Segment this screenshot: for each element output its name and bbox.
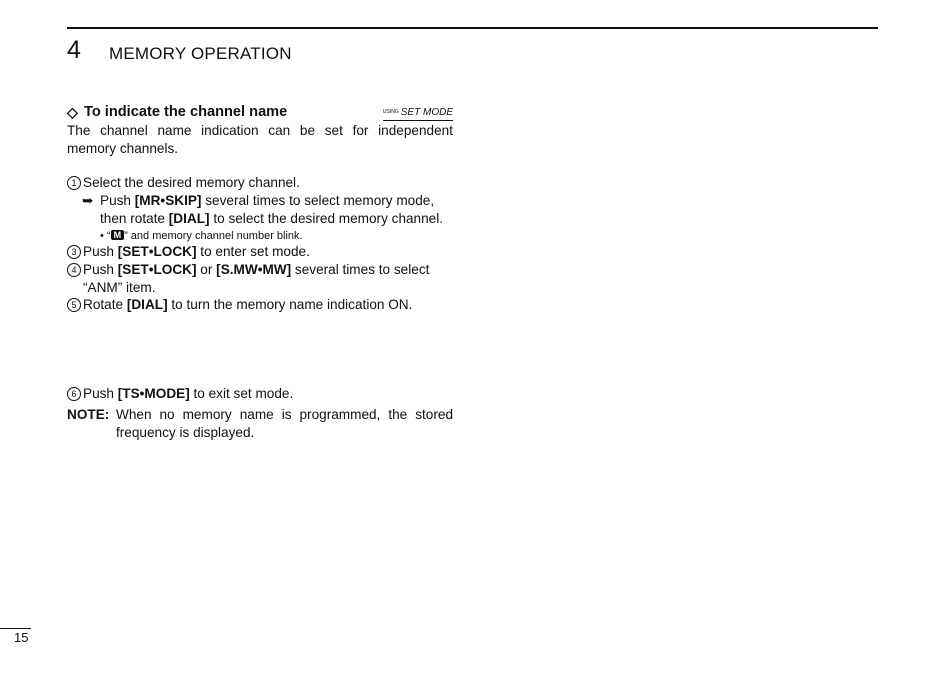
set-lock-key: [SET•LOCK] — [117, 244, 197, 259]
step-4 — [67, 261, 453, 296]
section-title: To indicate the channel name — [84, 104, 288, 120]
step-6-text: to exit set mode. — [189, 386, 294, 401]
step-3-text: Push — [83, 244, 118, 259]
substep-line-2 — [82, 210, 453, 228]
step-5-text: Rotate — [83, 297, 127, 312]
note-body — [116, 406, 453, 441]
footer-rule — [0, 628, 31, 629]
arrow-icon: ➥ — [82, 193, 94, 208]
step-4-line-2: “ANM” item. — [83, 279, 156, 295]
blink-note-text: • “ — [100, 230, 111, 242]
note-line-2: frequency is displayed. — [116, 424, 255, 440]
intro-line-1: The channel name indication can be set for independent — [67, 123, 453, 138]
step-number-1: 1 — [67, 176, 81, 190]
diamond-icon: ◇ — [67, 104, 78, 120]
section-heading — [67, 104, 453, 122]
step-number-3: 3 — [67, 245, 81, 259]
note-line-1: When no memory name is programmed, the stored — [116, 407, 453, 422]
mr-skip-key: [MR•SKIP] — [134, 193, 202, 208]
blink-note-text: ” and memory channel number blink. — [124, 230, 303, 242]
substep-text: Push — [100, 193, 135, 208]
step-number-4: 4 — [67, 263, 81, 277]
step-4-text: Push — [83, 262, 118, 277]
s-mw-key: [S.MW•MW] — [216, 262, 292, 277]
chapter-number: 4 — [67, 36, 81, 64]
dial-key: [DIAL] — [168, 210, 210, 226]
step-6-text: Push — [83, 386, 118, 401]
substep-text: to select the desired memory channel. — [209, 210, 444, 226]
substep-text: several times to select memory mode, — [201, 193, 435, 208]
step-4-text: several times to select — [291, 262, 430, 277]
step-1-substep — [82, 192, 453, 227]
set-mode-label: SET MODE — [400, 107, 453, 118]
intro-paragraph — [67, 122, 453, 157]
memory-m-icon: M — [111, 230, 125, 240]
step-1-text: Select the desired memory channel. — [83, 175, 300, 190]
step-5-text: to turn the memory name indication ON. — [167, 297, 413, 312]
substep-text: then rotate — [100, 210, 169, 226]
ts-mode-key: [TS•MODE] — [117, 386, 190, 401]
using-set-mode-tag — [383, 106, 453, 121]
blink-note — [100, 229, 303, 243]
chapter-title: MEMORY OPERATION — [109, 44, 292, 63]
set-lock-key: [SET•LOCK] — [117, 262, 197, 277]
page-number: 15 — [14, 630, 29, 645]
intro-line-2: memory channels. — [67, 140, 179, 156]
dial-key: [DIAL] — [126, 297, 168, 312]
note-label: NOTE: — [67, 407, 110, 422]
step-5 — [67, 296, 453, 314]
header-rule — [67, 27, 878, 29]
using-label: USING — [382, 109, 399, 115]
step-3 — [67, 243, 453, 261]
step-6 — [67, 385, 453, 403]
step-4-text: or — [196, 262, 217, 277]
step-number-5: 5 — [67, 298, 81, 312]
step-number-6: 6 — [67, 387, 81, 401]
step-3-text: to enter set mode. — [196, 244, 310, 259]
step-1 — [67, 174, 453, 192]
